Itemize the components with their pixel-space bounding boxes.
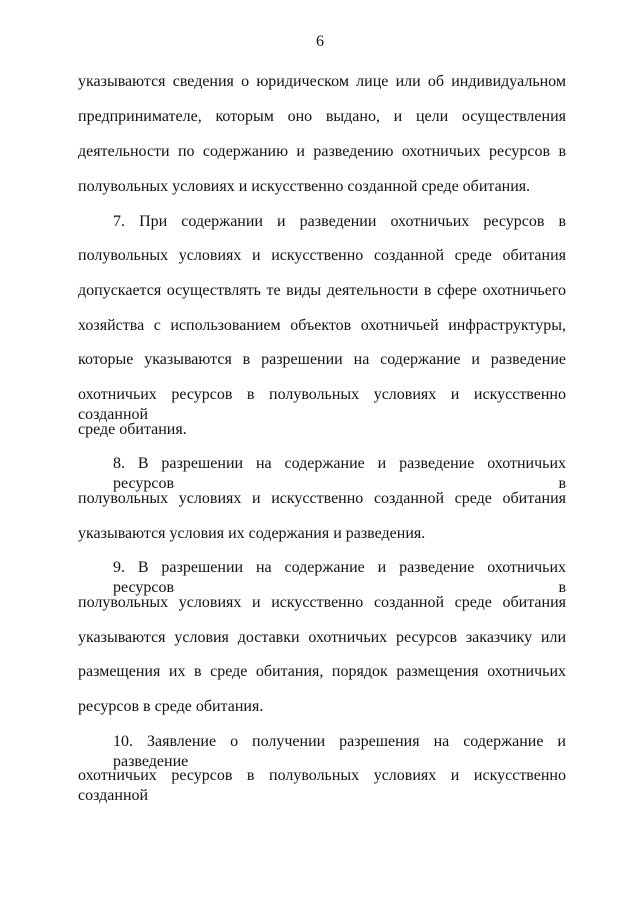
text-line-19: ресурсов в среде обитания.: [78, 698, 264, 715]
paragraph-9-start: 9. В разрешении на содержание и разведение охотничьих ресурсов в: [113, 559, 566, 596]
text-line-16: полувольных условиях и искусственно созданной среде обитания: [78, 594, 566, 611]
paragraph-10-start: 10. Заявление о получении разрешения на содержание и разведение: [113, 733, 566, 770]
text-line-2: предпринимателе, которым оно выдано, и цели осуществления: [78, 108, 566, 125]
text-line-18: размещения их в среде обитания, порядок размещения охотничьих: [78, 663, 566, 680]
text-line-7: допускается осуществлять те виды деятельности в сфере охотничьего: [78, 282, 566, 299]
paragraph-7-start: 7. При содержании и разведении охотничьих ресурсов в: [113, 213, 566, 230]
text-line-1: указываются сведения о юридическом лице или об индивидуальном: [78, 73, 566, 90]
text-line-3: деятельности по содержанию и разведению охотничьих ресурсов в: [78, 143, 566, 160]
text-line-4: полувольных условиях и искусственно созданной среде обитания.: [78, 178, 531, 195]
text-line-10: охотничьих ресурсов в полувольных условиях и искусственно созданной: [78, 386, 566, 423]
text-line-21: охотничьих ресурсов в полувольных условиях и искусственно созданной: [78, 767, 566, 804]
text-line-11: среде обитания.: [78, 421, 187, 438]
text-line-14: указываются условия их содержания и разведения.: [78, 525, 426, 542]
text-line-13: полувольных условиях и искусственно созданной среде обитания: [78, 490, 566, 507]
page-number: 6: [316, 33, 324, 50]
text-line-6: полувольных условиях и искусственно созданной среде обитания: [78, 247, 566, 264]
text-line-9: которые указываются в разрешении на содержание и разведение: [78, 351, 566, 368]
paragraph-8-start: 8. В разрешении на содержание и разведение охотничьих ресурсов в: [113, 455, 566, 492]
text-line-17: указываются условия доставки охотничьих ресурсов заказчику или: [78, 629, 566, 646]
text-line-8: хозяйства с использованием объектов охотничьей инфраструктуры,: [78, 317, 566, 334]
